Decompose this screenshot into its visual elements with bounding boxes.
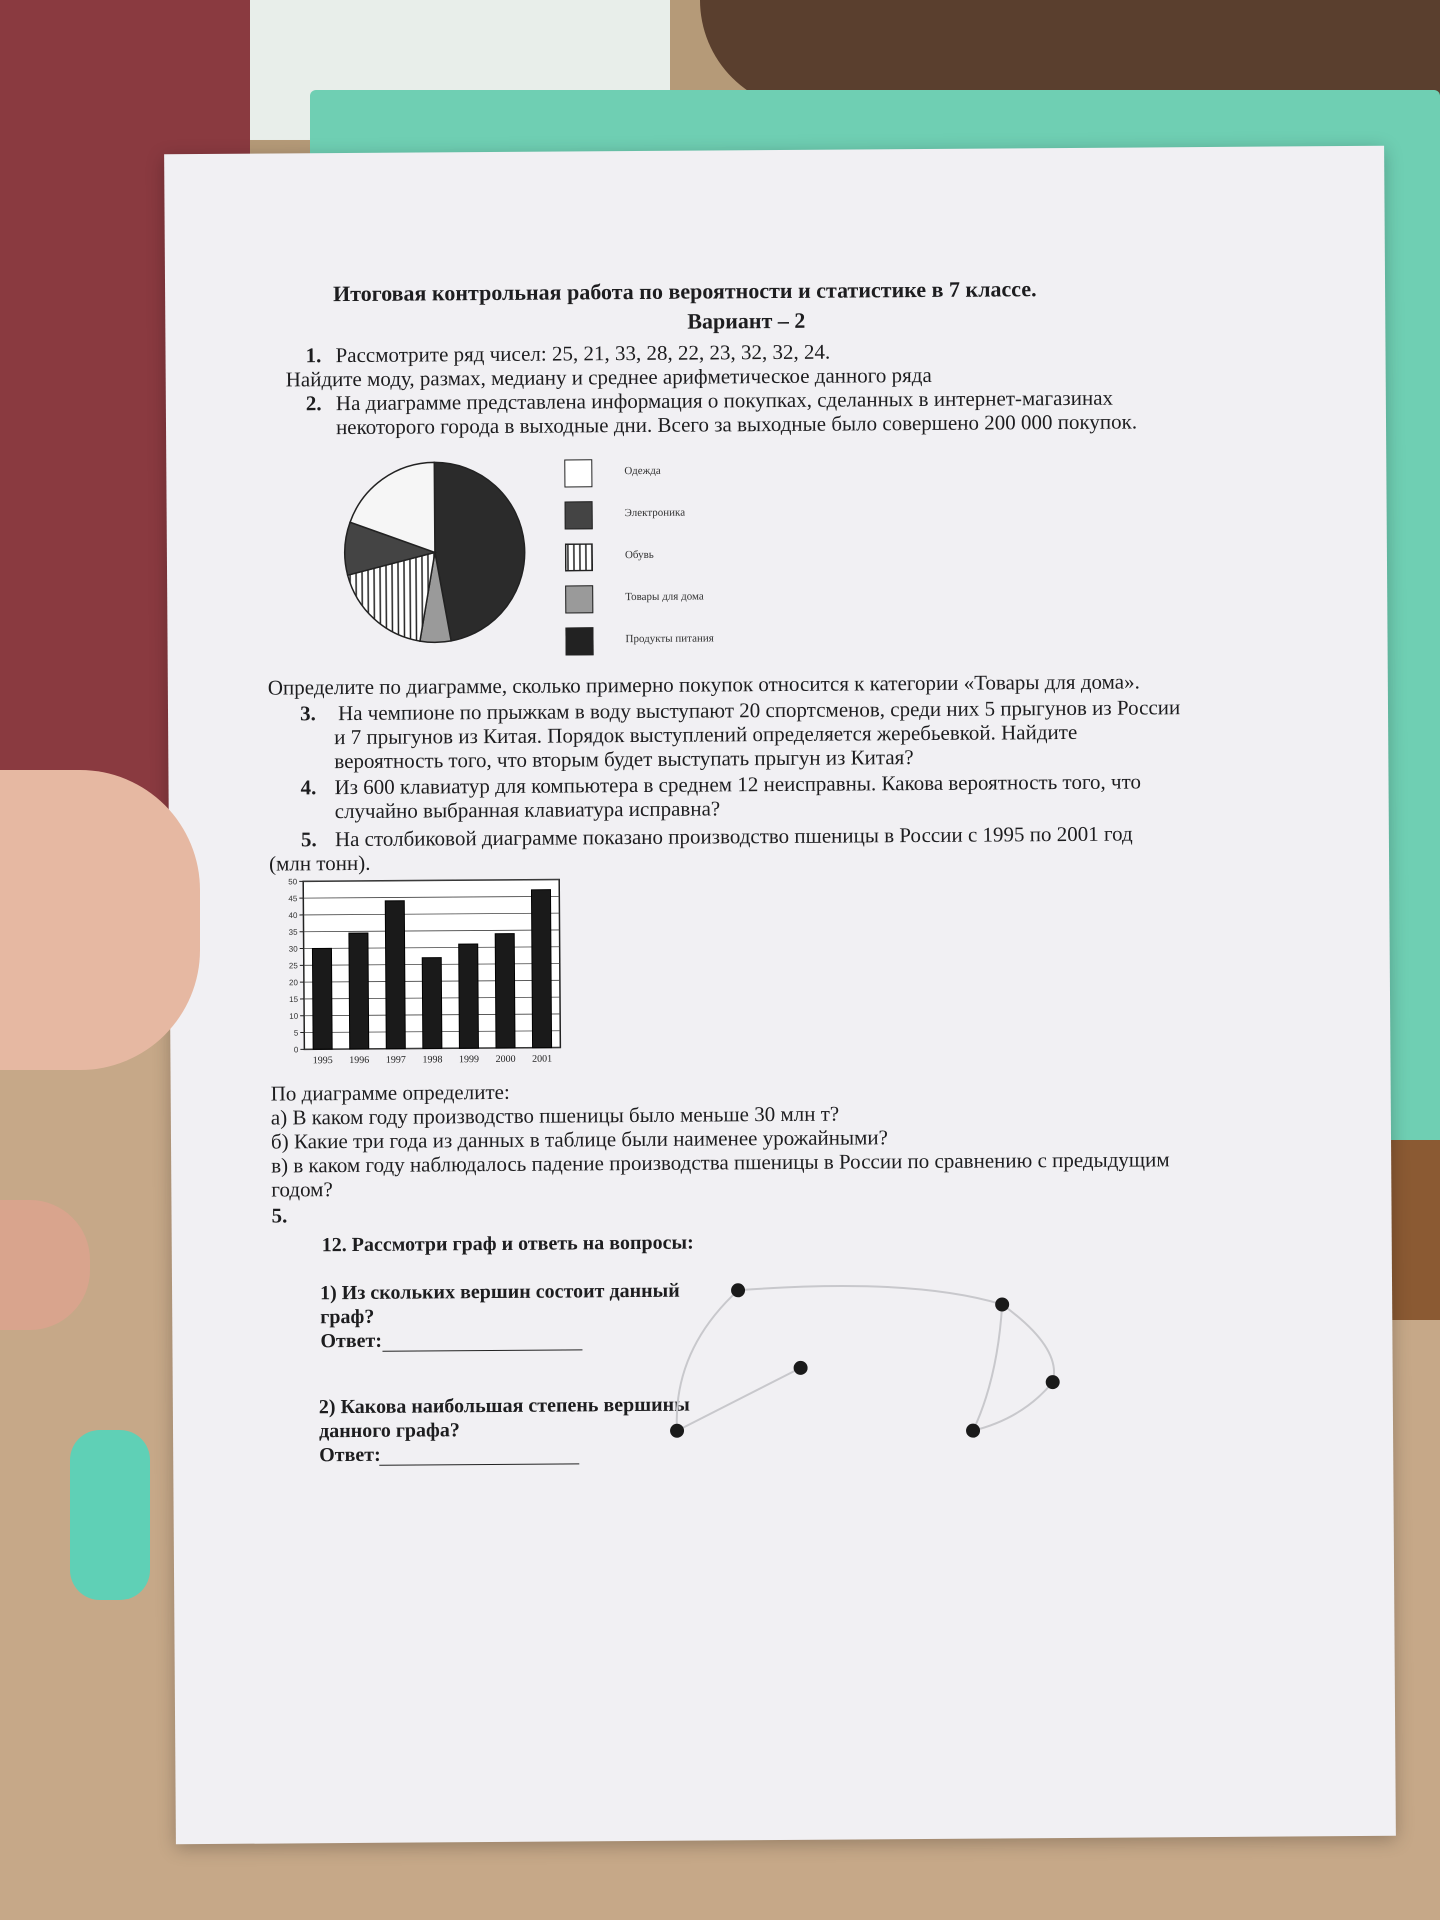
legend-swatch — [564, 459, 592, 487]
task12-q1-line1: 1) Из скольких вершин состоит данный — [319, 1279, 680, 1305]
task5-question-c-line1: в) в каком году наблюдалось падение производства пшеницы в России по сравнению с предыдущим — [271, 1147, 1170, 1178]
variant-label: Вариант – 2 — [687, 307, 806, 334]
graph-vertex — [995, 1297, 1009, 1311]
graph-edge — [1002, 1304, 1054, 1382]
task4-number: 4. — [300, 775, 317, 800]
legend-swatch — [565, 585, 593, 613]
graph-edge — [973, 1382, 1053, 1431]
task12-heading: 12. Рассмотри граф и ответь на вопросы: — [321, 1231, 694, 1257]
task12-answer1-label: Ответ: — [320, 1329, 383, 1353]
task5-line1: На столбиковой диаграмме показано производство пшеницы в России с 1995 по 2001 год — [334, 821, 1133, 852]
task5-line2: (млн тонн). — [268, 850, 371, 876]
legend-label: Продукты питания — [625, 632, 714, 646]
background-stand — [70, 1430, 150, 1600]
task2-line2: некоторого города в выходные дни. Всего за выходные было совершено 200 000 покупок. — [335, 409, 1138, 440]
task1-line2: Найдите моду, размах, медиану и среднее арифметическое данного ряда — [285, 362, 932, 392]
task5-number: 5. — [300, 827, 317, 852]
bar-1999 — [459, 944, 479, 1048]
legend-label: Обувь — [624, 548, 654, 562]
y-tick-label: 40 — [288, 910, 298, 921]
x-tick-label: 2000 — [495, 1053, 516, 1065]
x-tick-label: 1999 — [458, 1054, 480, 1066]
task2-question: Определите по диаграмме, сколько примерно покупок относится к категории «Товары для дома». — [267, 669, 1140, 700]
task5-question-b: б) Какие три года из данных в таблице были наименее урожайными? — [270, 1125, 889, 1154]
legend-swatch — [565, 543, 593, 571]
graph-vertex — [1046, 1375, 1060, 1389]
page-title: Итоговая контрольная работа по вероятности и статистике в 7 классе. — [333, 276, 1037, 307]
y-tick-label: 20 — [288, 978, 298, 988]
y-tick-label: 35 — [288, 927, 298, 937]
legend-label: Электроника — [624, 506, 686, 520]
answer1-line — [382, 1349, 582, 1351]
task5-question-a: а) В каком году производство пшеницы было меньше 30 млн т? — [270, 1101, 840, 1130]
graph-vertex — [731, 1283, 745, 1297]
legend-item-home-goods — [565, 585, 705, 616]
graph-edge — [677, 1368, 801, 1431]
task5-lead: По диаграмме определите: — [270, 1079, 510, 1106]
bar-1997 — [385, 901, 405, 1049]
x-tick-label: 1997 — [385, 1054, 406, 1066]
legend-label: Товары для дома — [625, 590, 704, 604]
graph-figure — [652, 1268, 1114, 1491]
answer2-line — [379, 1463, 579, 1465]
task3-line3: вероятность того, что вторым будет выступать прыгун из Китая? — [334, 745, 914, 774]
x-tick-label: 1995 — [312, 1055, 333, 1067]
task12-q2-line2: данного графа? — [318, 1419, 460, 1443]
x-tick-label: 1996 — [349, 1054, 370, 1067]
task12-q1-line2: граф? — [320, 1305, 375, 1329]
task5-trailing-number: 5. — [271, 1203, 288, 1228]
thumb — [0, 770, 200, 1070]
pie-chart — [334, 452, 535, 653]
pie-slice-food — [434, 462, 525, 641]
task4-line1: Из 600 клавиатур для компьютера в среднем 12 неисправны. Какова вероятность того, что — [334, 769, 1142, 800]
y-tick-label: 25 — [288, 961, 298, 971]
graph-edge — [972, 1304, 1003, 1430]
worksheet-paper — [164, 146, 1396, 1844]
y-tick-label: 0 — [293, 1045, 299, 1055]
x-tick-label: 1998 — [422, 1054, 443, 1066]
task4-line2: случайно выбранная клавиатура исправна? — [334, 796, 721, 824]
bar-1996 — [349, 933, 369, 1049]
graph-vertex — [670, 1424, 684, 1438]
bar-chart — [269, 873, 570, 1075]
y-tick-label: 15 — [289, 994, 299, 1005]
task3-line1: На чемпионе по прыжкам в воду выступают 20 спортсменов, среди них 5 прыгунов из России — [337, 695, 1181, 726]
graph-vertex — [794, 1361, 808, 1375]
legend-label: Одежда — [624, 464, 661, 478]
y-tick-label: 45 — [288, 894, 298, 904]
legend-item-shoes — [565, 543, 705, 574]
legend-item-food — [565, 627, 714, 658]
bar-2001 — [531, 890, 551, 1048]
bar-1998 — [422, 958, 442, 1049]
task2-number: 2. — [305, 391, 322, 416]
graph-vertex — [966, 1424, 980, 1438]
y-tick-label: 50 — [288, 877, 298, 887]
task3-line2: и 7 прыгунов из Китая. Порядок выступлений определяется жеребьевкой. Найдите — [334, 719, 1078, 750]
task1-number: 1. — [305, 343, 322, 368]
bar-1995 — [312, 948, 332, 1049]
y-tick-label: 30 — [288, 944, 298, 954]
x-tick-label: 2001 — [532, 1053, 553, 1065]
legend-swatch — [565, 627, 593, 655]
y-tick-label: 10 — [289, 1011, 299, 1021]
graph-edge — [738, 1285, 1002, 1306]
legend-item-electronics — [565, 501, 705, 532]
task12-answer2-label: Ответ: — [319, 1443, 381, 1467]
graph-edge — [676, 1290, 739, 1430]
legend-swatch — [565, 501, 593, 529]
task3-number: 3. — [299, 701, 316, 726]
legend-item-clothes — [564, 459, 704, 490]
y-tick-label: 5 — [293, 1028, 299, 1038]
task1-line1: Рассмотрите ряд чисел: 25, 21, 33, 28, 22, 23, 32, 32, 24. — [335, 339, 831, 368]
task2-line1: На диаграмме представлена информация о покупках, сделанных в интернет-магазинах — [335, 385, 1114, 416]
bar-2000 — [495, 934, 515, 1048]
task12-q2-line1: 2) Какова наибольшая степень вершины — [318, 1393, 690, 1419]
task5-question-c-line2: годом? — [271, 1177, 333, 1202]
